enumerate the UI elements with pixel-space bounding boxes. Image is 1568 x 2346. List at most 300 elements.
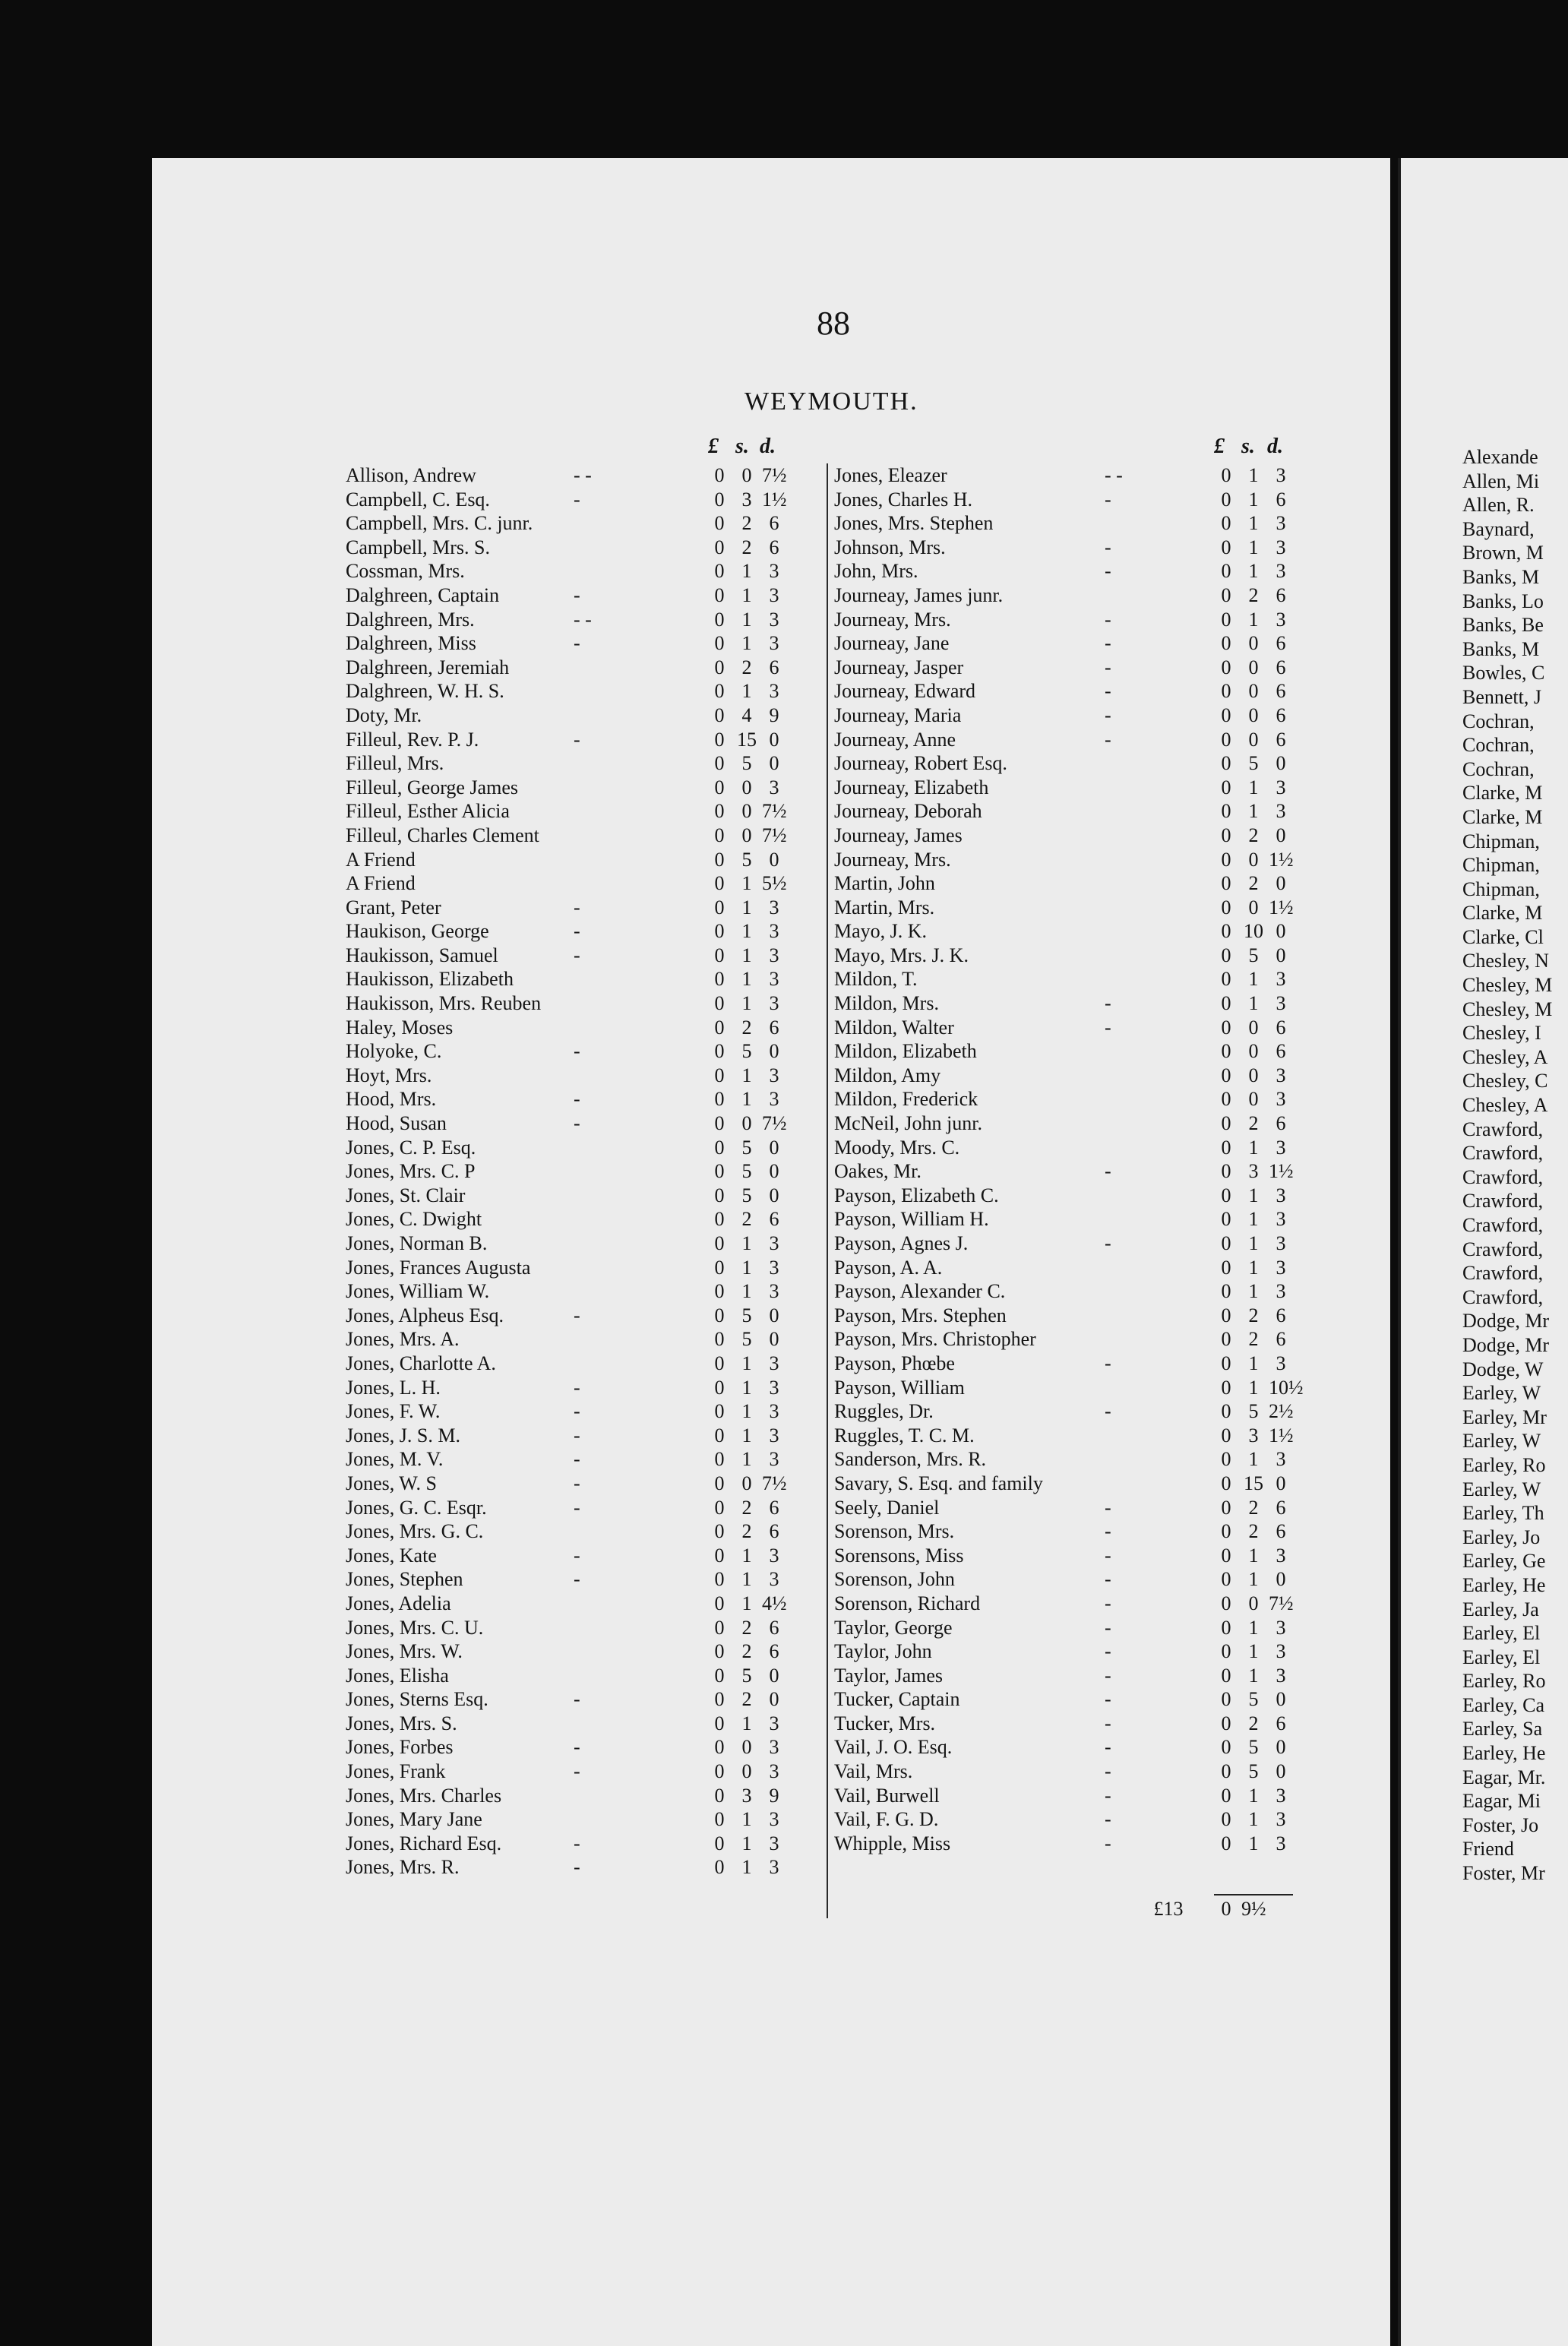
amount-pence: 0 bbox=[769, 1160, 779, 1183]
list-item bbox=[834, 1832, 1320, 1856]
list-item bbox=[834, 967, 1320, 991]
subscriber-name: Dalghreen, Jeremiah bbox=[346, 656, 510, 678]
amount-pence: 3 bbox=[1276, 1208, 1286, 1231]
list-item: Chipman, bbox=[1462, 877, 1540, 900]
list-item bbox=[346, 1544, 817, 1568]
subscriber-list-left bbox=[346, 463, 817, 1880]
subscriber-name: Jones, Alpheus Esq. bbox=[346, 1304, 504, 1326]
amount-pence: 3 bbox=[769, 1088, 779, 1111]
subscriber-name: Hood, Susan bbox=[346, 1112, 447, 1135]
amount-pounds: 0 bbox=[1221, 1016, 1231, 1039]
leader-dashes: - bbox=[1105, 680, 1111, 703]
subscriber-name: Campbell, Mrs. C. junr. bbox=[346, 512, 533, 535]
list-item bbox=[834, 991, 1320, 1016]
amount-shillings: 1 bbox=[741, 632, 752, 655]
subscriber-name: Johnson, Mrs. bbox=[834, 536, 946, 558]
amount-pounds: 0 bbox=[714, 1232, 725, 1254]
amount-pounds: 0 bbox=[714, 1688, 725, 1711]
amount-pounds: 0 bbox=[1221, 1520, 1231, 1543]
list-item bbox=[346, 1231, 817, 1256]
amount-pence: 1½ bbox=[1269, 1424, 1294, 1446]
amount-pence: 3 bbox=[769, 632, 779, 655]
amount-pence: 0 bbox=[769, 1184, 779, 1206]
subscriber-name: Journeay, Mrs. bbox=[834, 848, 951, 871]
list-item: Earley, Ca bbox=[1462, 1693, 1545, 1716]
subscriber-name: Jones, Mrs. W. bbox=[346, 1640, 463, 1663]
amount-pence: 3 bbox=[769, 1856, 779, 1879]
amount-shillings: 1 bbox=[741, 872, 752, 895]
subscriber-name: Payson, William H. bbox=[834, 1208, 989, 1231]
list-item bbox=[834, 1159, 1320, 1184]
list-item bbox=[346, 1832, 817, 1856]
amount-pounds: 0 bbox=[714, 1520, 725, 1543]
list-item bbox=[346, 824, 817, 848]
amount-pounds: 0 bbox=[1221, 1568, 1231, 1591]
leader-dashes: - bbox=[1105, 560, 1111, 583]
amount-shillings: 1 bbox=[1248, 1376, 1259, 1399]
amount-shillings: 2 bbox=[1248, 1496, 1259, 1519]
subscriber-name: Jones, Mrs. R. bbox=[346, 1856, 460, 1879]
leader-dashes: - bbox=[1105, 1688, 1111, 1711]
leader-dashes: - bbox=[1105, 728, 1111, 751]
next-page-names bbox=[1462, 445, 1552, 1886]
list-item bbox=[346, 583, 817, 608]
subscriber-name: Taylor, George bbox=[834, 1616, 953, 1639]
amount-pounds: 0 bbox=[714, 1592, 725, 1614]
list-item bbox=[346, 608, 817, 632]
list-item: Chipman, bbox=[1462, 830, 1540, 852]
list-item: Earley, El bbox=[1462, 1646, 1541, 1668]
amount-pence: 7½ bbox=[762, 1472, 787, 1494]
amount-shillings: 1 bbox=[741, 1832, 752, 1854]
amount-pence: 6 bbox=[1276, 656, 1286, 678]
amount-pence: 3 bbox=[769, 896, 779, 918]
subscriber-name: Journeay, Deborah bbox=[834, 800, 982, 823]
leader-dashes: - bbox=[1105, 1808, 1111, 1831]
amount-pounds: 0 bbox=[714, 848, 725, 871]
amount-pence: 3 bbox=[1276, 608, 1286, 631]
list-item bbox=[834, 703, 1320, 728]
subscriber-name: Mildon, Walter bbox=[834, 1016, 954, 1039]
amount-pounds: 0 bbox=[1221, 1616, 1231, 1639]
list-item bbox=[834, 511, 1320, 536]
total-pounds: £13 bbox=[1153, 1898, 1184, 1920]
list-item bbox=[346, 1784, 817, 1808]
subscriber-name: Jones, Charles H. bbox=[834, 488, 972, 511]
subscriber-name: Jones, Frank bbox=[346, 1760, 446, 1783]
amount-pence: 6 bbox=[1276, 680, 1286, 703]
amount-pence: 3 bbox=[769, 920, 779, 943]
amount-shillings: 0 bbox=[1248, 680, 1259, 703]
subscriber-name: Payson, Agnes J. bbox=[834, 1232, 969, 1254]
subscriber-name: Doty, Mr. bbox=[346, 703, 422, 726]
subscriber-name: Jones, Mrs. Charles bbox=[346, 1784, 502, 1807]
amount-pounds: 0 bbox=[714, 968, 725, 991]
amount-pounds: 0 bbox=[1221, 1352, 1231, 1374]
subscriber-name: Vail, Burwell bbox=[834, 1784, 940, 1807]
column-header-pounds: £ bbox=[708, 435, 719, 458]
subscriber-name: Mildon, Elizabeth bbox=[834, 1040, 977, 1063]
list-item bbox=[346, 559, 817, 583]
amount-shillings: 0 bbox=[741, 1472, 752, 1494]
amount-pence: 3 bbox=[769, 1352, 779, 1374]
list-item: Eagar, Mi bbox=[1462, 1790, 1541, 1813]
amount-pounds: 0 bbox=[1221, 656, 1231, 678]
list-item: Dodge, Mr bbox=[1462, 1333, 1550, 1356]
list-item bbox=[346, 1399, 817, 1424]
amount-pence: 3 bbox=[769, 1256, 779, 1279]
leader-dashes: - - bbox=[574, 464, 592, 486]
amount-pence: 0 bbox=[769, 1328, 779, 1351]
amount-pence: 3 bbox=[1276, 1232, 1286, 1254]
leader-dashes: - bbox=[1105, 1784, 1111, 1807]
amount-pence: 3 bbox=[1276, 1616, 1286, 1639]
subscriber-name: Jones, Mrs. C. U. bbox=[346, 1616, 484, 1639]
list-item: Crawford, bbox=[1462, 1285, 1544, 1308]
subscriber-name: Jones, Norman B. bbox=[346, 1232, 488, 1254]
subscriber-name: Jones, Mrs. C. P bbox=[346, 1160, 476, 1183]
subscriber-name: Grant, Peter bbox=[346, 896, 441, 918]
amount-shillings: 10 bbox=[1244, 920, 1263, 943]
amount-shillings: 2 bbox=[741, 1016, 752, 1039]
amount-pence: 3 bbox=[1276, 536, 1286, 558]
list-item bbox=[834, 583, 1320, 608]
column-header-pounds: £ bbox=[1214, 435, 1225, 458]
list-item: Earley, Sa bbox=[1462, 1718, 1543, 1741]
list-item bbox=[834, 1544, 1320, 1568]
subscriber-list-right bbox=[834, 463, 1320, 1855]
amount-shillings: 1 bbox=[741, 1544, 752, 1567]
list-item bbox=[834, 559, 1320, 583]
list-item bbox=[346, 1664, 817, 1688]
list-item bbox=[346, 511, 817, 536]
amount-pence: 3 bbox=[1276, 1640, 1286, 1663]
leader-dashes: - bbox=[1105, 1640, 1111, 1663]
list-item bbox=[834, 1327, 1320, 1352]
list-item bbox=[346, 656, 817, 680]
subscriber-name: Vail, J. O. Esq. bbox=[834, 1736, 953, 1759]
amount-shillings: 15 bbox=[1244, 1472, 1263, 1494]
list-item: Crawford, bbox=[1462, 1214, 1544, 1236]
amount-pence: 3 bbox=[1276, 992, 1286, 1015]
amount-pence: 3 bbox=[1276, 1664, 1286, 1687]
list-item bbox=[346, 463, 817, 488]
list-item bbox=[834, 1231, 1320, 1256]
amount-shillings: 1 bbox=[1248, 536, 1259, 558]
amount-shillings: 0 bbox=[741, 464, 752, 486]
amount-pence: 3 bbox=[1276, 800, 1286, 823]
amount-pounds: 0 bbox=[1221, 1064, 1231, 1086]
leader-dashes: - bbox=[574, 1568, 580, 1591]
amount-pounds: 0 bbox=[1221, 1424, 1231, 1446]
list-item bbox=[834, 1399, 1320, 1424]
amount-pounds: 0 bbox=[714, 800, 725, 823]
column-header-pence: d. bbox=[1267, 435, 1283, 458]
leader-dashes: - bbox=[1105, 1352, 1111, 1374]
subscriber-name: Journeay, Jane bbox=[834, 632, 950, 655]
list-item bbox=[346, 967, 817, 991]
list-item: Chesley, N bbox=[1462, 950, 1549, 972]
amount-pence: 3 bbox=[1276, 1088, 1286, 1111]
subscriber-name: A Friend bbox=[346, 848, 416, 871]
amount-pence: 6 bbox=[1276, 1112, 1286, 1135]
leader-dashes: - bbox=[574, 1544, 580, 1567]
amount-pounds: 0 bbox=[714, 1664, 725, 1687]
list-item bbox=[346, 728, 817, 752]
list-item bbox=[834, 896, 1320, 920]
amount-pence: 9 bbox=[769, 1784, 779, 1807]
amount-pence: 6 bbox=[1276, 583, 1286, 606]
subscriber-name: Jones, Mrs. G. C. bbox=[346, 1520, 484, 1543]
amount-pounds: 0 bbox=[714, 536, 725, 558]
subscriber-name: Dalghreen, Miss bbox=[346, 632, 476, 655]
leader-dashes: - bbox=[1105, 1016, 1111, 1039]
list-item: Earley, W bbox=[1462, 1430, 1541, 1453]
list-item bbox=[834, 656, 1320, 680]
amount-pence: 3 bbox=[1276, 1280, 1286, 1303]
list-item bbox=[834, 1039, 1320, 1064]
list-item bbox=[834, 824, 1320, 848]
list-item: Baynard, bbox=[1462, 517, 1535, 540]
list-item: Brown, M bbox=[1462, 542, 1544, 564]
amount-pence: 6 bbox=[769, 1640, 779, 1663]
amount-pounds: 0 bbox=[1221, 824, 1231, 846]
amount-shillings: 1 bbox=[1248, 1664, 1259, 1687]
leader-dashes: - bbox=[574, 1832, 580, 1854]
amount-shillings: 1 bbox=[1248, 1184, 1259, 1206]
amount-pence: 6 bbox=[1276, 1520, 1286, 1543]
amount-pence: 6 bbox=[1276, 1328, 1286, 1351]
subscriber-name: Allison, Andrew bbox=[346, 464, 476, 486]
leader-dashes: - bbox=[574, 1856, 580, 1879]
leader-dashes: - bbox=[574, 583, 580, 606]
amount-pounds: 0 bbox=[714, 1448, 725, 1471]
subscriber-name: Campbell, Mrs. S. bbox=[346, 536, 490, 558]
subscriber-name: Journeay, Anne bbox=[834, 728, 956, 751]
list-item bbox=[834, 728, 1320, 752]
subscriber-name: Haukisson, Elizabeth bbox=[346, 968, 514, 991]
leader-dashes: - bbox=[1105, 1568, 1111, 1591]
list-item bbox=[346, 1687, 817, 1712]
amount-pence: 3 bbox=[769, 608, 779, 631]
column-header-shillings: s. bbox=[1241, 435, 1255, 458]
subscriber-name: Hoyt, Mrs. bbox=[346, 1064, 432, 1086]
amount-pounds: 0 bbox=[714, 776, 725, 798]
amount-shillings: 1 bbox=[1248, 968, 1259, 991]
amount-pence: 6 bbox=[769, 512, 779, 535]
list-item bbox=[834, 679, 1320, 703]
subscriber-name: Mildon, Frederick bbox=[834, 1088, 978, 1111]
amount-pence: 0 bbox=[1276, 752, 1286, 775]
amount-pence: 0 bbox=[1276, 1736, 1286, 1759]
amount-pounds: 0 bbox=[1221, 1688, 1231, 1711]
amount-pounds: 0 bbox=[714, 1832, 725, 1854]
amount-shillings: 0 bbox=[741, 800, 752, 823]
list-item: Banks, M bbox=[1462, 637, 1540, 660]
amount-pounds: 0 bbox=[1221, 1448, 1231, 1471]
amount-shillings: 0 bbox=[741, 824, 752, 846]
amount-shillings: 1 bbox=[741, 1808, 752, 1831]
amount-shillings: 1 bbox=[1248, 608, 1259, 631]
amount-pence: 0 bbox=[1276, 920, 1286, 943]
page-number: 88 bbox=[817, 305, 850, 342]
subscriber-name: McNeil, John junr. bbox=[834, 1112, 982, 1135]
list-item bbox=[834, 1519, 1320, 1544]
subscriber-name: Jones, Adelia bbox=[346, 1592, 451, 1614]
amount-pence: 0 bbox=[1276, 1688, 1286, 1711]
amount-pence: 4½ bbox=[762, 1592, 787, 1614]
leader-dashes: - bbox=[1105, 1832, 1111, 1854]
amount-shillings: 5 bbox=[1248, 1688, 1259, 1711]
list-item bbox=[834, 536, 1320, 560]
amount-shillings: 3 bbox=[1248, 1160, 1259, 1183]
amount-pounds: 0 bbox=[714, 464, 725, 486]
amount-shillings: 1 bbox=[741, 944, 752, 966]
amount-shillings: 1 bbox=[1248, 560, 1259, 583]
amount-pence: 3 bbox=[769, 680, 779, 703]
list-item: Banks, Be bbox=[1462, 614, 1544, 637]
amount-pence: 7½ bbox=[762, 464, 787, 486]
subscriber-name: Sorensons, Miss bbox=[834, 1544, 964, 1567]
subscriber-name: Sorenson, Richard bbox=[834, 1592, 981, 1614]
amount-shillings: 1 bbox=[1248, 800, 1259, 823]
amount-pence: 3 bbox=[769, 1424, 779, 1446]
amount-shillings: 5 bbox=[1248, 752, 1259, 775]
leader-dashes: - bbox=[1105, 1712, 1111, 1734]
leader-dashes: - - bbox=[1105, 464, 1123, 486]
list-item bbox=[834, 919, 1320, 944]
list-item bbox=[834, 776, 1320, 800]
list-item: Foster, Mr bbox=[1462, 1862, 1545, 1885]
list-item: Clarke, M bbox=[1462, 782, 1543, 805]
subscriber-name: Dalghreen, Captain bbox=[346, 583, 500, 606]
amount-pounds: 0 bbox=[714, 1184, 725, 1206]
subscriber-name: Journeay, James bbox=[834, 824, 963, 846]
list-item bbox=[346, 1111, 817, 1136]
amount-shillings: 1 bbox=[741, 1448, 752, 1471]
subscriber-name: Savary, S. Esq. and family bbox=[834, 1472, 1043, 1494]
subscriber-name: Jones, St. Clair bbox=[346, 1184, 466, 1206]
leader-dashes: - bbox=[574, 632, 580, 655]
amount-pence: 0 bbox=[1276, 872, 1286, 895]
amount-shillings: 1 bbox=[741, 583, 752, 606]
leader-dashes: - - bbox=[574, 608, 592, 631]
amount-pounds: 0 bbox=[714, 1808, 725, 1831]
amount-pence: 3 bbox=[1276, 1544, 1286, 1567]
list-item: Earley, Ro bbox=[1462, 1670, 1546, 1693]
subscriber-name: Taylor, James bbox=[834, 1664, 943, 1687]
amount-pounds: 0 bbox=[1221, 632, 1231, 655]
amount-pounds: 0 bbox=[1221, 1640, 1231, 1663]
subscriber-name: Jones, F. W. bbox=[346, 1400, 441, 1423]
subscriber-name: Payson, William bbox=[834, 1376, 965, 1399]
leader-dashes: - bbox=[574, 1472, 580, 1494]
column-header-pence: d. bbox=[760, 435, 776, 458]
list-item bbox=[346, 848, 817, 872]
subscriber-name: Dalghreen, Mrs. bbox=[346, 608, 475, 631]
amount-pence: 3 bbox=[1276, 1832, 1286, 1854]
list-item: Earley, Ge bbox=[1462, 1550, 1546, 1573]
amount-pounds: 0 bbox=[1221, 536, 1231, 558]
list-item bbox=[834, 1376, 1320, 1400]
subscriber-name: Jones, Mrs. A. bbox=[346, 1328, 460, 1351]
list-item bbox=[834, 799, 1320, 824]
amount-pounds: 0 bbox=[714, 1640, 725, 1663]
amount-shillings: 1 bbox=[1248, 1232, 1259, 1254]
list-item: Earley, El bbox=[1462, 1622, 1541, 1645]
amount-pounds: 0 bbox=[714, 1304, 725, 1326]
amount-pence: 0 bbox=[769, 1664, 779, 1687]
amount-pence: 0 bbox=[1276, 944, 1286, 966]
amount-shillings: 5 bbox=[741, 1040, 752, 1063]
list-item: Earley, Jo bbox=[1462, 1526, 1541, 1548]
list-item bbox=[346, 799, 817, 824]
list-item bbox=[834, 1784, 1320, 1808]
amount-shillings: 1 bbox=[741, 1064, 752, 1086]
list-item bbox=[834, 1424, 1320, 1448]
subscriber-name: Payson, A. A. bbox=[834, 1256, 943, 1279]
amount-pounds: 0 bbox=[714, 1424, 725, 1446]
amount-pounds: 0 bbox=[1221, 896, 1231, 918]
list-item: Bennett, J bbox=[1462, 685, 1541, 708]
amount-shillings: 1 bbox=[741, 1592, 752, 1614]
subscriber-name: A Friend bbox=[346, 872, 416, 895]
amount-pounds: 0 bbox=[714, 656, 725, 678]
amount-pence: 3 bbox=[1276, 776, 1286, 798]
subscriber-name: Dalghreen, W. H. S. bbox=[346, 680, 504, 703]
subscriber-name: Filleul, George James bbox=[346, 776, 518, 798]
amount-shillings: 1 bbox=[1248, 1136, 1259, 1159]
amount-pounds: 0 bbox=[1221, 1376, 1231, 1399]
amount-shillings: 1 bbox=[741, 1568, 752, 1591]
amount-shillings: 1 bbox=[1248, 464, 1259, 486]
leader-dashes: - bbox=[574, 1688, 580, 1711]
amount-pounds: 0 bbox=[1221, 464, 1231, 486]
list-item: Chesley, A bbox=[1462, 1045, 1548, 1068]
amount-pence: 6 bbox=[769, 536, 779, 558]
amount-shillings: 1 bbox=[741, 1424, 752, 1446]
list-item: Earley, He bbox=[1462, 1573, 1546, 1596]
amount-pence: 0 bbox=[769, 1688, 779, 1711]
amount-pounds: 0 bbox=[1221, 1808, 1231, 1831]
subscriber-name: Mayo, J. K. bbox=[834, 920, 928, 943]
list-item: Crawford, bbox=[1462, 1262, 1544, 1285]
amount-pounds: 0 bbox=[714, 1256, 725, 1279]
subscriber-name: Martin, John bbox=[834, 872, 935, 895]
amount-pounds: 0 bbox=[1221, 968, 1231, 991]
amount-pence: 6 bbox=[769, 1016, 779, 1039]
amount-shillings: 1 bbox=[1248, 488, 1259, 511]
subscriber-name: Tucker, Captain bbox=[834, 1688, 960, 1711]
leader-dashes: - bbox=[574, 920, 580, 943]
list-item bbox=[346, 536, 817, 560]
amount-pence: 6 bbox=[1276, 1496, 1286, 1519]
amount-pence: 3 bbox=[1276, 1136, 1286, 1159]
amount-shillings: 2 bbox=[741, 1208, 752, 1231]
amount-shillings: 1 bbox=[741, 1376, 752, 1399]
leader-dashes: - bbox=[574, 1496, 580, 1519]
amount-shillings: 2 bbox=[1248, 1520, 1259, 1543]
subscriber-name: Taylor, John bbox=[834, 1640, 932, 1663]
list-item bbox=[346, 1087, 817, 1111]
amount-pounds: 0 bbox=[714, 1736, 725, 1759]
amount-pence: 3 bbox=[769, 1400, 779, 1423]
subscriber-name: Mildon, Amy bbox=[834, 1064, 941, 1086]
amount-shillings: 1 bbox=[1248, 1832, 1259, 1854]
amount-shillings: 3 bbox=[1248, 1424, 1259, 1446]
amount-pounds: 0 bbox=[1221, 1496, 1231, 1519]
amount-pence: 0 bbox=[769, 848, 779, 871]
